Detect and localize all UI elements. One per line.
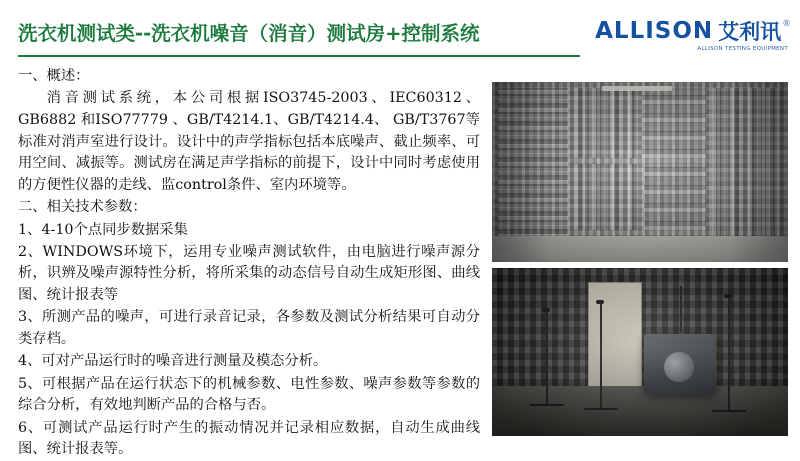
logo-subtitle: ALLISON TESTING EQUIPMENT	[697, 46, 788, 52]
section-1-paragraph: 消音测试系统，本公司根据ISO3745-2003、IEC60312、GB6882 和ISO77779 、GB/T4214.1、GB/T4214.4、 GB/T3767等标准对消声室进行设计。设计中的声学指标包括本底噪声、截止频率、可用空间、减振等。测试房在满足声学指标的前提下，设计中同时考虑使用的方便性仪器的走线、监control条件、室内环境等。	[18, 90, 480, 194]
slide-header	[0, 0, 800, 62]
page-title	[18, 14, 578, 50]
spec-item-4: 4、可对产品运行时的噪音进行测量及模态分析。	[18, 353, 328, 370]
brand-logo	[580, 14, 790, 54]
page-title-text: 洗衣机测试类--洗衣机噪音（消音）测试房+控制系统	[18, 22, 480, 45]
spec-item-2: 2、WINDOWS环境下，运用专业噪声测试软件，由电脑进行噪声源分析，识辨及噪声源特性分析，将所采集的动态信号自动生成矩形图、曲线图、统计报表等	[18, 243, 480, 304]
photo-vignette-dark	[492, 268, 788, 436]
spec-item-5: 5、可根据产品在运行状态下的机械参数、电性参数、噪声参数等参数的综合分析，有效地判断产品的合格与否。	[18, 375, 480, 414]
spec-item-1: 1、4-10个点同步数据采集	[18, 221, 188, 238]
content-body	[18, 66, 480, 461]
section-1-heading: 一、概述：	[18, 68, 90, 84]
spec-item-6: 6、可测试产品运行时产生的振动情况并记录相应数据，自动生成曲线图、统计报表等。	[18, 419, 480, 458]
logo-brand-cn: 艾利讯	[718, 20, 782, 44]
photo-vignette	[492, 82, 788, 262]
section-2-heading: 二、相关技术参数：	[18, 199, 147, 216]
logo-brand-en: ALLISON	[595, 18, 714, 44]
spec-item-3: 3、所测产品的噪声，可进行录音记录，各参数及测试分析结果可自动分类存档。	[18, 309, 480, 348]
registered-mark-icon: ®	[783, 18, 790, 28]
chamber-photo-bottom	[492, 268, 788, 436]
title-underline	[18, 55, 580, 57]
chamber-photo-top	[492, 82, 788, 262]
